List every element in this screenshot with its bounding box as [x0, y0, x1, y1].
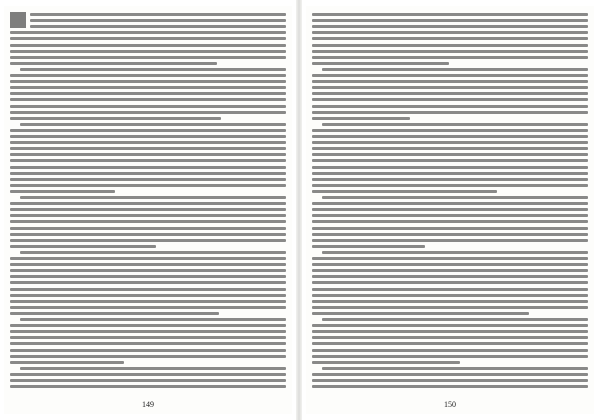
text-line: [312, 159, 588, 162]
text-line: [312, 166, 588, 169]
text-line: [10, 342, 286, 345]
text-line: [312, 98, 588, 101]
text-line: [312, 184, 588, 187]
text-line: [10, 306, 286, 309]
text-line: [10, 31, 286, 34]
text-line: [312, 245, 425, 248]
text-line: [312, 324, 588, 327]
text-line: [10, 379, 286, 382]
text-line: [10, 147, 286, 150]
text-line: [10, 172, 286, 175]
text-line: [312, 227, 588, 230]
text-line: [312, 135, 588, 138]
text-line: [312, 37, 588, 40]
text-line: [20, 196, 286, 199]
text-line: [10, 227, 286, 230]
text-line: [10, 300, 286, 303]
text-line: [10, 324, 286, 327]
text-line: [10, 74, 286, 77]
text-line: [312, 111, 588, 114]
text-line: [20, 367, 286, 370]
right-page-text: [312, 12, 588, 392]
text-line: [312, 233, 588, 236]
text-line: [10, 98, 286, 101]
text-line: [10, 214, 286, 217]
text-line: [10, 117, 221, 120]
text-line: [312, 312, 529, 315]
text-line: [312, 117, 410, 120]
text-line: [10, 336, 286, 339]
text-line: [10, 159, 286, 162]
text-line: [322, 251, 588, 254]
text-line: [20, 123, 286, 126]
text-line: [312, 361, 460, 364]
text-line: [312, 44, 588, 47]
text-line: [312, 342, 588, 345]
text-line: [20, 68, 286, 71]
text-line: [10, 37, 286, 40]
text-line: [10, 86, 286, 89]
text-line: [312, 349, 588, 352]
text-line: [312, 147, 588, 150]
text-line: [312, 178, 588, 181]
text-line: [312, 56, 588, 59]
text-line: [10, 178, 286, 181]
text-line: [312, 74, 588, 77]
text-line: [10, 80, 286, 83]
text-line: [10, 233, 286, 236]
text-line: [10, 44, 286, 47]
text-line: [10, 166, 286, 169]
text-line: [312, 214, 588, 217]
text-line: [312, 300, 588, 303]
text-line: [312, 80, 588, 83]
right-page: [306, 6, 594, 414]
text-line: [10, 184, 286, 187]
text-line: [10, 129, 286, 132]
text-line: [10, 111, 286, 114]
text-line: [10, 92, 286, 95]
text-line: [312, 19, 588, 22]
text-line: [312, 86, 588, 89]
text-line: [312, 239, 588, 242]
text-line: [10, 281, 286, 284]
text-line: [10, 105, 286, 108]
text-line: [322, 123, 588, 126]
text-line: [312, 62, 449, 65]
text-line: [10, 373, 286, 376]
text-line: [312, 263, 588, 266]
text-line: [312, 92, 588, 95]
text-line: [10, 135, 286, 138]
text-line: [312, 13, 588, 16]
text-line: [20, 318, 286, 321]
text-line: [10, 153, 286, 156]
text-line: [10, 275, 286, 278]
text-line: [10, 220, 286, 223]
text-line: [10, 330, 286, 333]
drop-cap: [10, 12, 26, 28]
text-line: [312, 281, 588, 284]
text-line: [312, 355, 588, 358]
text-line: [312, 294, 588, 297]
text-line: [312, 373, 588, 376]
text-line: [322, 367, 588, 370]
text-line: [30, 19, 286, 22]
text-line: [322, 196, 588, 199]
text-line: [322, 318, 588, 321]
text-line: [312, 385, 588, 388]
text-line: [312, 153, 588, 156]
text-line: [10, 50, 286, 53]
text-line: [10, 288, 286, 291]
text-line: [30, 25, 286, 28]
text-line: [312, 336, 588, 339]
text-line: [10, 349, 286, 352]
text-line: [10, 202, 286, 205]
text-line: [322, 68, 588, 71]
text-line: [312, 50, 588, 53]
left-page-text: [10, 12, 286, 392]
text-line: [10, 190, 115, 193]
text-line: [10, 355, 286, 358]
text-line: [312, 141, 588, 144]
text-line: [10, 361, 124, 364]
text-line: [10, 239, 286, 242]
text-line: [312, 288, 588, 291]
text-line: [312, 129, 588, 132]
text-line: [10, 245, 156, 248]
book-gutter: [296, 0, 302, 420]
text-line: [20, 251, 286, 254]
left-page-number: 149: [142, 400, 154, 409]
text-line: [312, 257, 588, 260]
text-line: [10, 385, 286, 388]
text-line: [312, 105, 588, 108]
right-page-number: 150: [444, 400, 456, 409]
text-line: [10, 294, 286, 297]
text-line: [312, 202, 588, 205]
left-page: [4, 6, 292, 414]
text-line: [312, 190, 497, 193]
text-line: [312, 208, 588, 211]
text-line: [312, 172, 588, 175]
text-line: [312, 306, 588, 309]
text-line: [10, 263, 286, 266]
text-line: [10, 208, 286, 211]
text-line: [30, 13, 286, 16]
text-line: [10, 312, 219, 315]
text-line: [10, 56, 286, 59]
text-line: [10, 269, 286, 272]
text-line: [10, 62, 217, 65]
text-line: [312, 330, 588, 333]
text-line: [312, 220, 588, 223]
text-line: [312, 269, 588, 272]
text-line: [312, 379, 588, 382]
text-line: [10, 257, 286, 260]
text-line: [10, 141, 286, 144]
text-line: [312, 31, 588, 34]
text-line: [312, 25, 588, 28]
text-line: [312, 275, 588, 278]
